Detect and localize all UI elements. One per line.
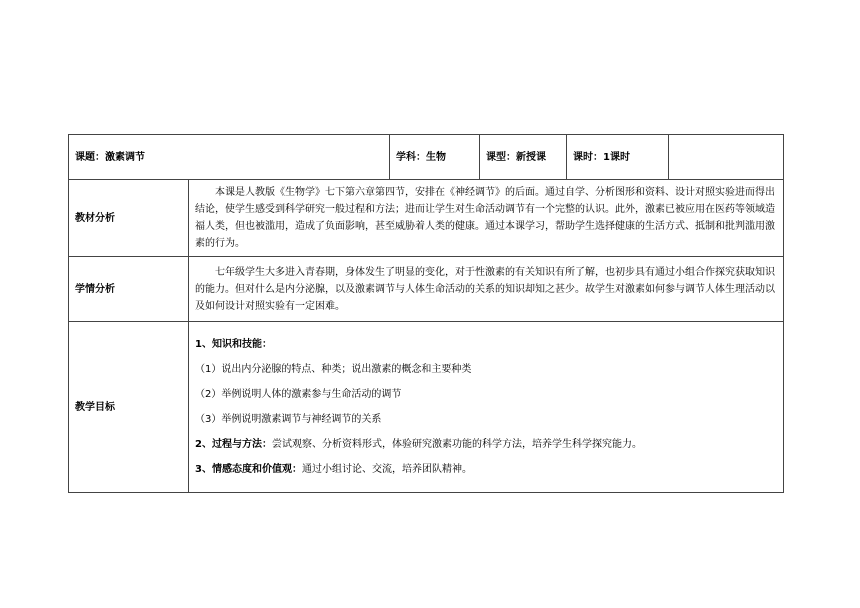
student-analysis-text: 七年级学生大多进入青春期，身体发生了明显的变化，对于性激素的有关知识有所了解，也初步具有通过小组合作探究获取知识的能力。但对什么是内分泌腺，以及激素调节与人体生命活动的关系的知识却知之甚少。故学生对激素如何参与调节人体生理活动以及如何设计对照实验有一定困难。	[195, 266, 775, 312]
knowledge-item-1: （1）说出内分泌腺的特点、种类；说出激素的概念和主要种类	[195, 364, 472, 375]
knowledge-item-2: （2）举例说明人体的激素参与生命活动的调节	[195, 389, 402, 400]
material-analysis-content	[189, 180, 784, 257]
process-method-text: 尝试观察、分析资料形式，体验研究激素功能的科学方法，培养学生科学探究能力。	[271, 439, 642, 450]
emotion-values-title: 3、情感态度和价值观：	[195, 464, 302, 475]
knowledge-skills-title: 1、知识和技能：	[195, 339, 272, 350]
material-analysis-row	[69, 180, 784, 257]
hours-cell	[567, 135, 669, 180]
student-analysis-label: 学情分析	[69, 257, 189, 322]
subject-text: 学科：生物	[396, 151, 447, 163]
process-method-title: 2、过程与方法：	[195, 439, 272, 450]
teaching-goals-content	[189, 322, 784, 493]
lesson-plan-table	[68, 134, 784, 493]
emotion-values-line	[195, 461, 777, 478]
empty-header-cell	[669, 135, 784, 180]
material-analysis-text: 本课是人教版《生物学》七下第六章第四节，安排在《神经调节》的后面。通过自学、分析图形和资料、设计对照实验进而得出结论，使学生感受到科学研究一般过程和方法；进而让学生对生命活动调节有一个完整的认识。此外，激素已被应用在医药等领域造福人类，但也被滥用，造成了负面影响，甚至威胁着人类的健康。通过本课学习，帮助学生选择健康的生活方式、抵制和批判滥用激素的行为。	[195, 187, 775, 249]
student-analysis-row	[69, 257, 784, 322]
knowledge-item-3: （3）举例说明激素调节与神经调节的关系	[195, 414, 382, 425]
process-method-line	[195, 436, 777, 453]
teaching-goals-label: 教学目标	[69, 322, 189, 493]
header-row	[69, 135, 784, 180]
lesson-type-cell	[480, 135, 567, 180]
topic-cell	[69, 135, 390, 180]
hours-text: 课时：1课时	[573, 151, 630, 163]
lesson-type-text: 课型：新授课	[486, 151, 547, 163]
student-analysis-content	[189, 257, 784, 322]
subject-cell	[390, 135, 480, 180]
emotion-values-text: 通过小组讨论、交流，培养团队精神。	[301, 464, 472, 475]
material-analysis-label: 教材分析	[69, 180, 189, 257]
topic-text: 课题：激素调节	[75, 151, 145, 163]
teaching-goals-row	[69, 322, 784, 493]
